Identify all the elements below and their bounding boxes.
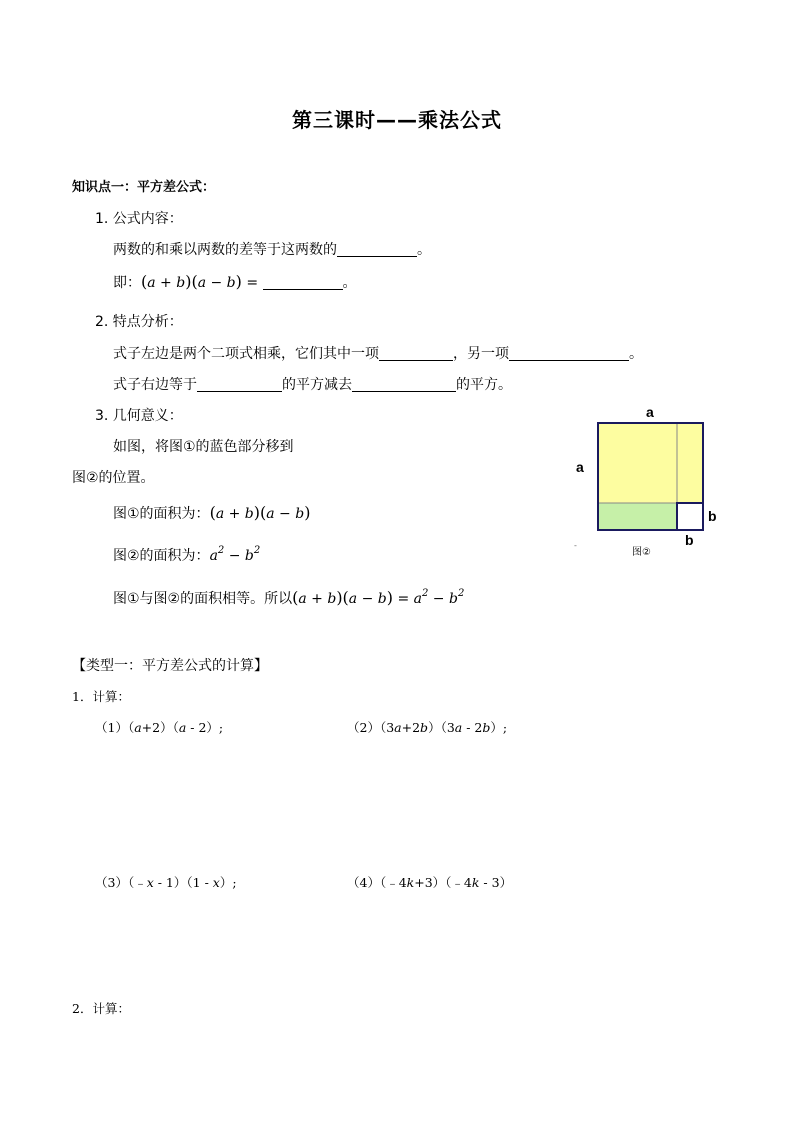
geometry-figure xyxy=(560,400,740,565)
item3-desc1: 如图，将图①的蓝色部分移到 xyxy=(113,439,294,455)
problem-1: （1）（a+2）（a - 2）; xyxy=(95,720,224,735)
q1-label: 1．计算： xyxy=(72,689,130,704)
figure-caption: 图② xyxy=(632,547,651,558)
area2-line: 图②的面积为：$a^2 - b^2$ xyxy=(113,545,261,564)
label-b-bottom: b xyxy=(685,532,694,548)
item1-text-line: 两数的和乘以两数的差等于这两数的 。 xyxy=(113,242,431,258)
type1-heading: 【类型一：平方差公式的计算】 xyxy=(72,658,268,674)
label-b-right: b xyxy=(708,508,717,524)
item2-label: 2. 特点分析： xyxy=(95,314,183,330)
area1-line: 图①的面积为：(a + b)(a − b) xyxy=(113,503,311,522)
item3-desc2: 图②的位置。 xyxy=(72,470,155,486)
q2-label: 2．计算： xyxy=(72,1001,130,1016)
item3-label: 3. 几何意义： xyxy=(95,408,183,424)
section-heading: 知识点一：平方差公式： xyxy=(72,180,216,195)
stray-mark: - xyxy=(574,541,577,550)
item1-text: 两数的和乘以两数的差等于这两数的 xyxy=(113,242,337,258)
page-title: 第三课时——乘法公式 xyxy=(292,108,502,132)
formula-expression: (a + b)(a − b) = xyxy=(141,272,259,291)
problem-3: （3）（﹣x - 1）（1 - x）; xyxy=(95,875,237,890)
problem-2: （2）（3a+2b）（3a - 2b）; xyxy=(347,720,508,735)
answer-blank xyxy=(509,346,629,361)
item1-label: 1. 公式内容： xyxy=(95,211,183,227)
answer-blank xyxy=(337,242,417,257)
equal-line: 图①与图②的面积相等。所以$(a + b)(a - b) = a^2 - b^2$ xyxy=(113,588,465,607)
problem-4: （4）（﹣4k+3）（﹣4k - 3） xyxy=(347,875,513,890)
answer-blank xyxy=(197,377,282,392)
answer-blank xyxy=(352,377,456,392)
formula-line: 即：(a + b)(a − b) = 。 xyxy=(113,272,357,291)
answer-blank xyxy=(379,346,453,361)
small-square xyxy=(677,503,703,530)
green-region xyxy=(598,503,677,530)
answer-blank xyxy=(263,275,343,290)
item2-line2: 式子右边等于 的平方减去 的平方。 xyxy=(113,377,512,393)
label-a-left: a xyxy=(576,459,584,475)
item2-line1: 式子左边是两个二项式相乘，它们其中一项 ，另一项 。 xyxy=(113,346,643,362)
formula-prefix: 即： xyxy=(113,275,141,291)
label-a-top: a xyxy=(646,404,654,420)
